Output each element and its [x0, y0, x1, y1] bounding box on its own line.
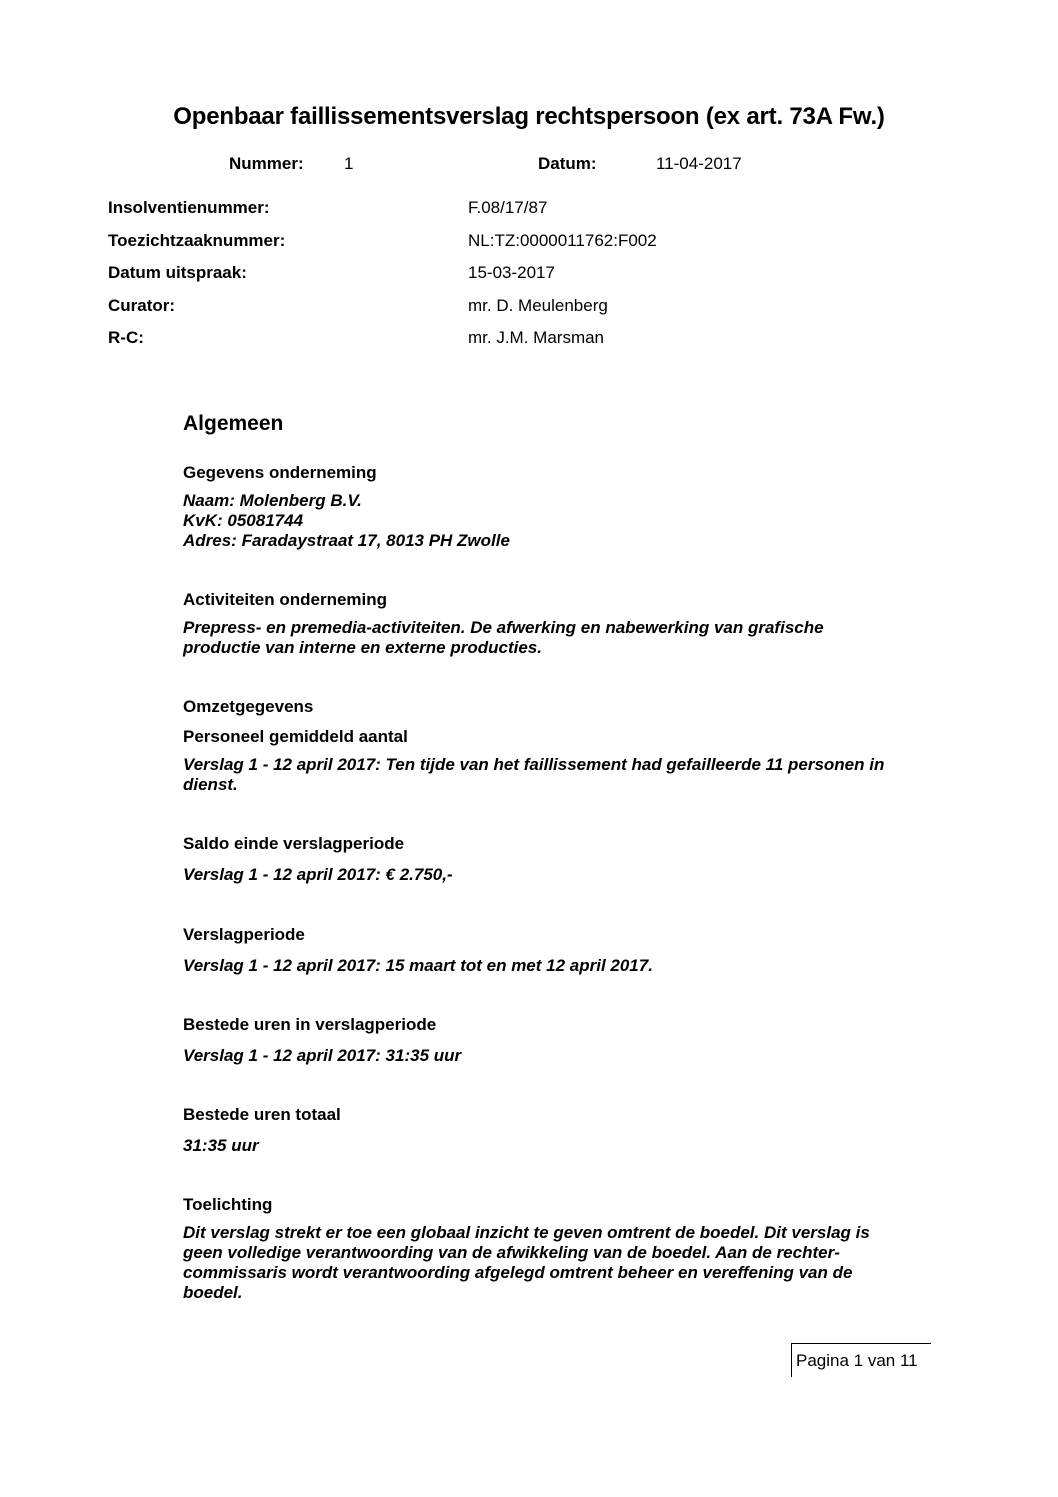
section-heading: Algemeen	[183, 412, 284, 435]
gegevens-title: Gegevens onderneming	[183, 463, 377, 482]
toezichtzaaknummer-label: Toezichtzaaknummer:	[108, 231, 286, 250]
document-title: Openbaar faillissementsverslag rechtspersoon (ex art. 73A Fw.)	[173, 103, 885, 130]
toelichting-title: Toelichting	[183, 1195, 273, 1214]
omzet-title: Omzetgegevens	[183, 697, 314, 716]
rc-value: mr. J.M. Marsman	[468, 328, 605, 347]
personeel-text: Verslag 1 - 12 april 2017: Ten tijde van het faillissement had gefailleerde 11 personen in dienst.	[183, 755, 885, 794]
insolventienummer-value: F.08/17/87	[468, 198, 548, 217]
uren-totaal-text: 31:35 uur	[183, 1136, 259, 1155]
curator-label: Curator:	[108, 296, 176, 315]
datum-label: Datum:	[538, 154, 597, 173]
datum-uitspraak-value: 15-03-2017	[468, 263, 555, 282]
page-number: Pagina 1 van 11	[791, 1343, 931, 1377]
nummer-label: Nummer:	[229, 154, 304, 173]
periode-title: Verslagperiode	[183, 925, 305, 944]
activiteiten-title: Activiteiten onderneming	[183, 590, 388, 609]
curator-value: mr. D. Meulenberg	[468, 296, 608, 315]
gegevens-line: Naam: Molenberg B.V.	[183, 491, 362, 510]
toezichtzaaknummer-value: NL:TZ:0000011762:F002	[468, 231, 657, 250]
personeel-title: Personeel gemiddeld aantal	[183, 727, 408, 746]
gegevens-line: Adres: Faradaystraat 17, 8013 PH Zwolle	[183, 531, 510, 550]
saldo-title: Saldo einde verslagperiode	[183, 834, 405, 853]
uren-totaal-title: Bestede uren totaal	[183, 1105, 341, 1124]
periode-text: Verslag 1 - 12 april 2017: 15 maart tot en met 12 april 2017.	[183, 956, 653, 975]
rc-label: R-C:	[108, 328, 144, 347]
saldo-text: Verslag 1 - 12 april 2017: € 2.750,-	[183, 865, 453, 884]
gegevens-line: KvK: 05081744	[183, 511, 304, 530]
nummer-value: 1	[344, 154, 354, 173]
insolventienummer-label: Insolventienummer:	[108, 198, 270, 217]
uren-title: Bestede uren in verslagperiode	[183, 1015, 437, 1034]
uren-text: Verslag 1 - 12 april 2017: 31:35 uur	[183, 1046, 462, 1065]
toelichting-text: Dit verslag strekt er toe een globaal inzicht te geven omtrent de boedel. Dit verslag is geen volledige verantwoording van de afwikkeling van de boedel. Aan de rechter-commissaris wordt verantwoording afgelegd omtrent beheer en vereffening van de boedel.	[183, 1223, 870, 1302]
activiteiten-text: Prepress- en premedia-activiteiten. De afwerking en nabewerking van grafische productie van interne en externe producties.	[183, 618, 824, 657]
gegevens-block	[183, 491, 923, 551]
datum-uitspraak-label: Datum uitspraak:	[108, 263, 247, 282]
datum-value: 11-04-2017	[656, 154, 742, 173]
